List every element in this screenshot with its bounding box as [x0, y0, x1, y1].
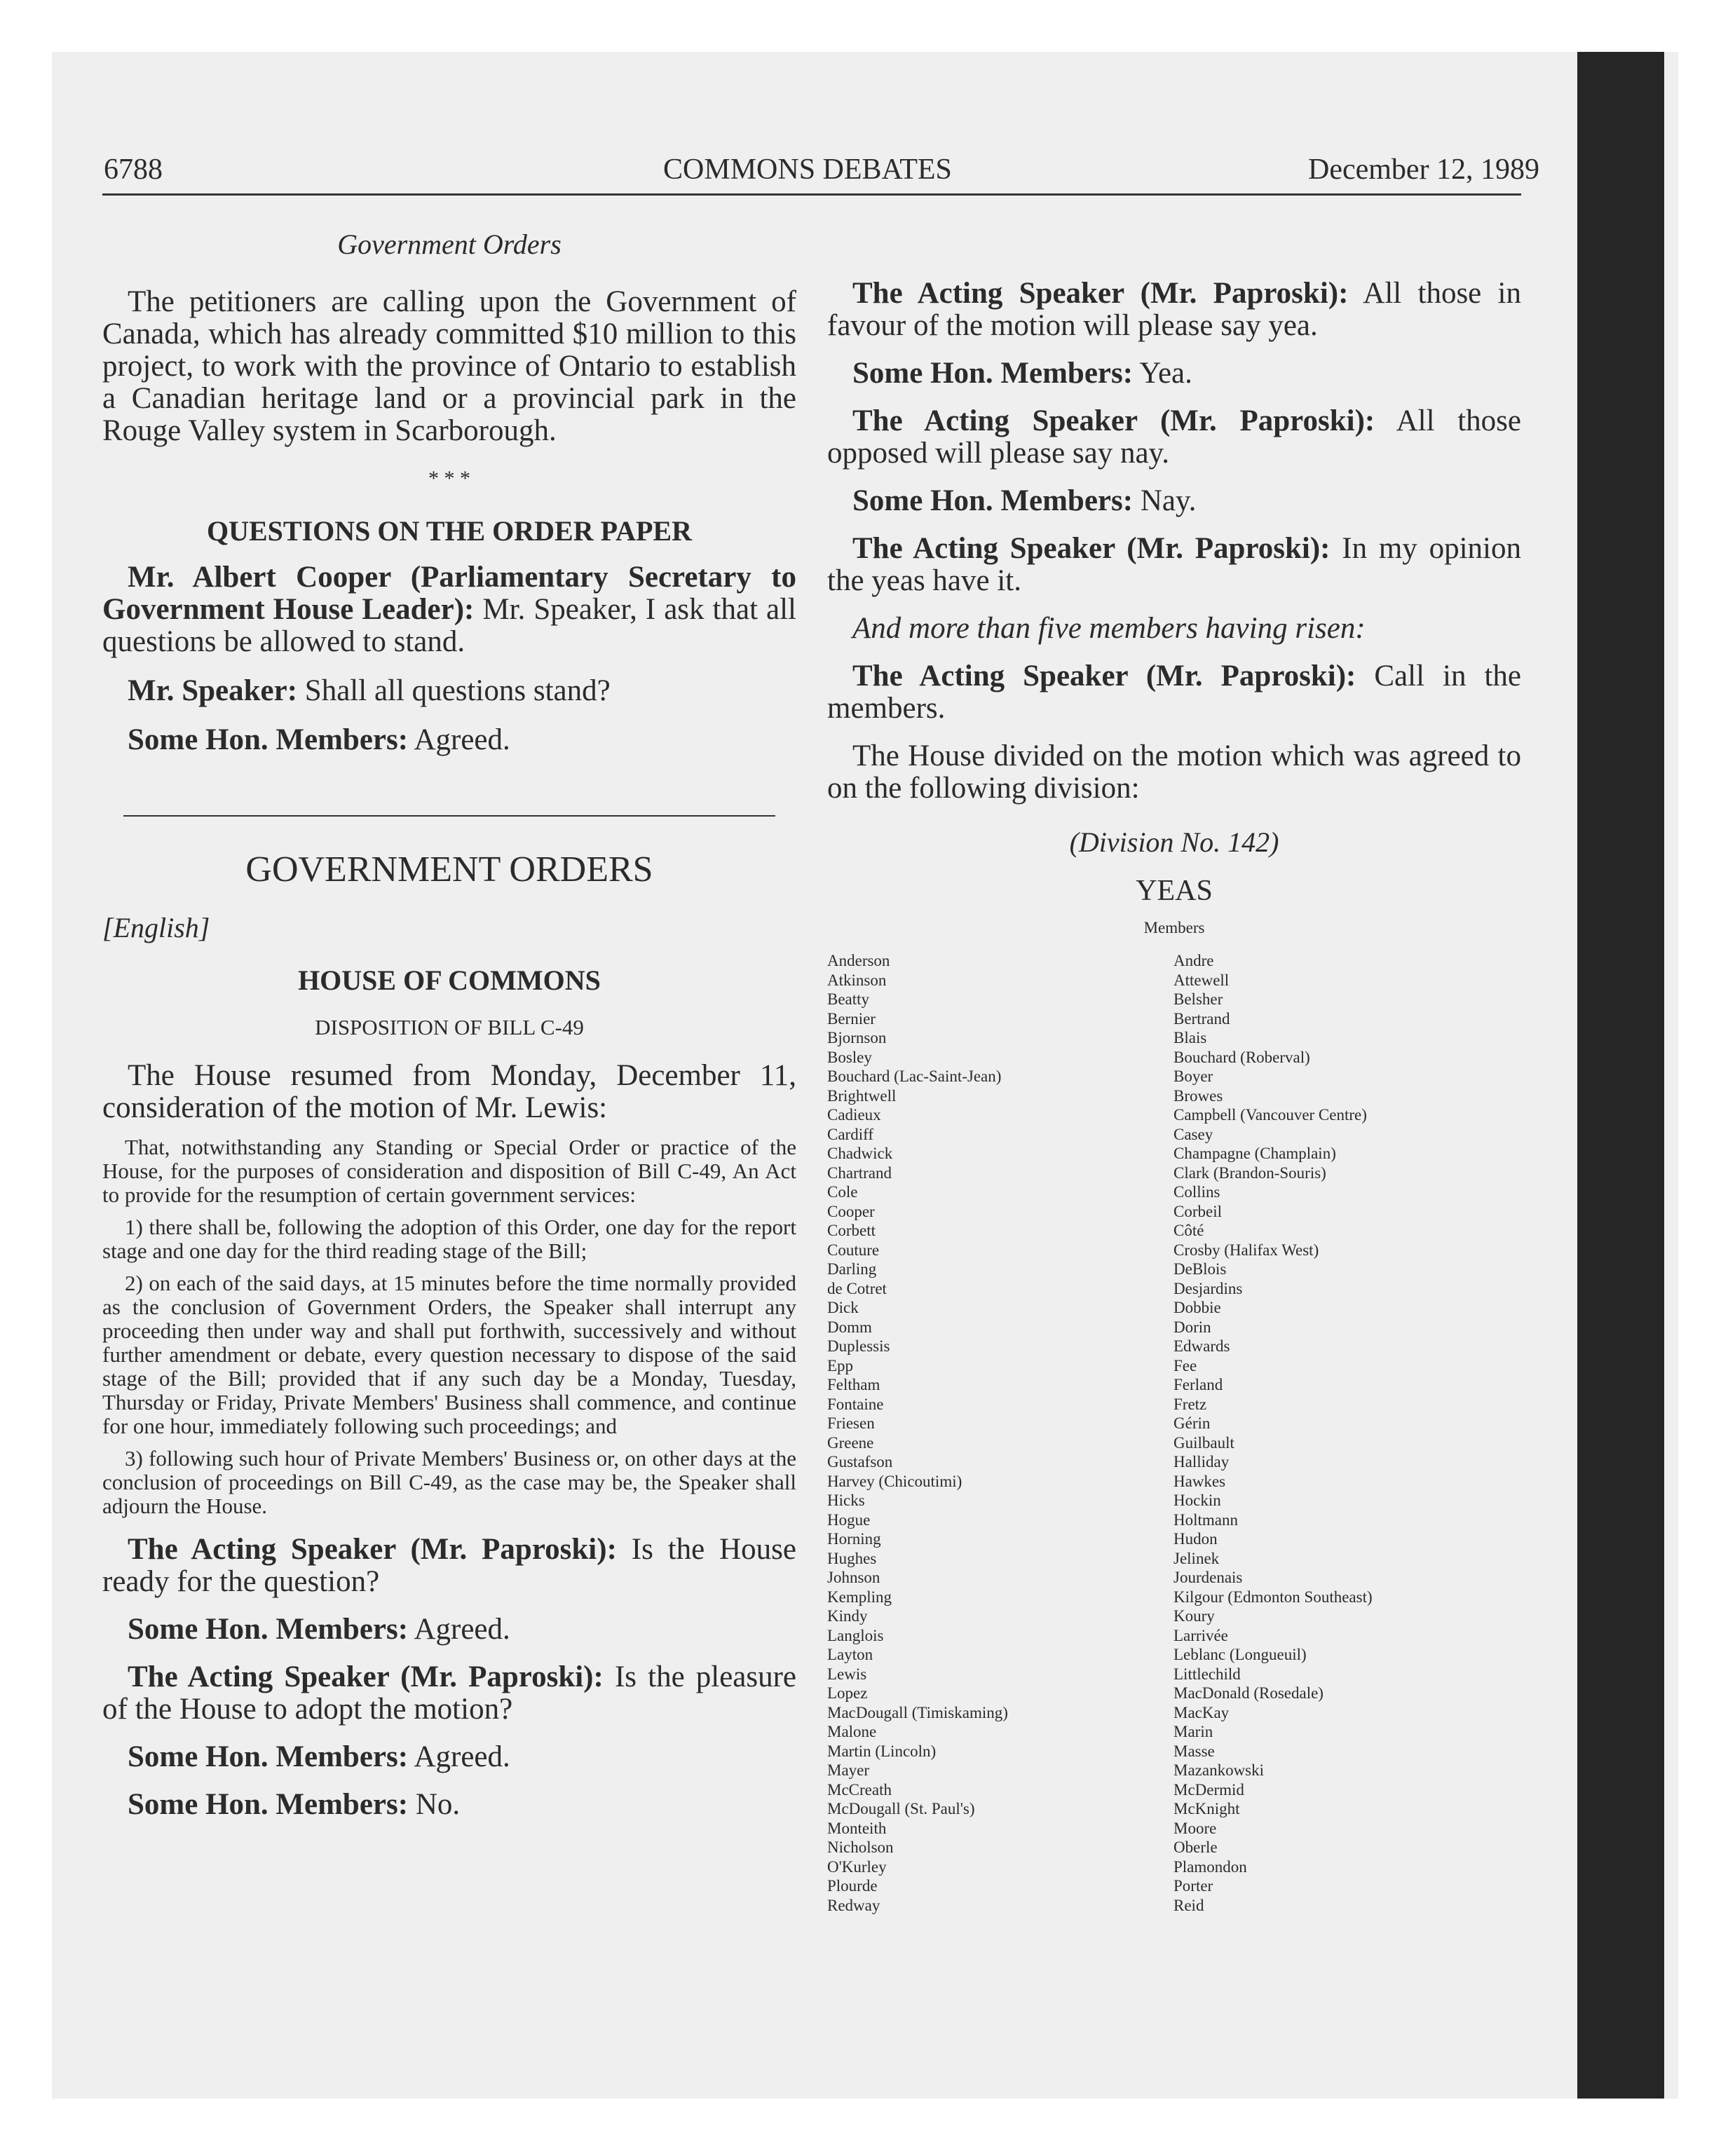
questions-heading: QUESTIONS ON THE ORDER PAPER	[207, 515, 692, 547]
acting-speaker-paragraph	[102, 1534, 796, 1598]
member-name: Cadieux	[827, 1106, 881, 1124]
member-name: Bertrand	[1173, 1009, 1230, 1028]
member-name: Malone	[827, 1723, 877, 1740]
member-name: Holtmann	[1173, 1510, 1238, 1529]
member-name: Chadwick	[827, 1145, 893, 1162]
speech-text: Mr. Speaker, I ask that all questions be allowed to stand.	[102, 593, 797, 658]
speech-text: In my opinion the yeas have it.	[827, 532, 1521, 597]
member-name: Belsher	[1173, 990, 1223, 1008]
member-name: Desjardins	[1173, 1279, 1243, 1297]
member-name: Redway	[827, 1896, 880, 1914]
member-name: Ferland	[1173, 1376, 1223, 1393]
member-name: Edwards	[1173, 1337, 1230, 1355]
member-name: Crosby (Halifax West)	[1173, 1241, 1319, 1259]
speaker-name: The Acting Speaker (Mr. Paproski):	[852, 660, 1356, 692]
section-divider	[123, 815, 775, 817]
member-name: Hawkes	[1173, 1472, 1226, 1490]
member-name: Browes	[1173, 1086, 1223, 1105]
member-name: DeBlois	[1173, 1260, 1227, 1278]
member-name: Dobbie	[1173, 1299, 1221, 1316]
member-name: Champagne (Champlain)	[1173, 1145, 1336, 1162]
member-name: Cole	[827, 1183, 858, 1201]
member-name: Larrivée	[1173, 1626, 1228, 1644]
member-name: Blais	[1173, 1029, 1207, 1046]
member-name: Fee	[1173, 1356, 1197, 1374]
speech-text: All those in favour of the motion will please say yea.	[827, 277, 1521, 342]
member-name: Bjornson	[827, 1029, 887, 1046]
acting-speaker-paragraph	[827, 533, 1521, 597]
speaker-name: Some Hon. Members:	[852, 484, 1134, 517]
government-orders-heading: GOVERNMENT ORDERS	[245, 850, 653, 889]
member-name: Oberle	[1173, 1838, 1218, 1856]
member-name: Nicholson	[827, 1838, 894, 1856]
member-name: Kilgour (Edmonton Southeast)	[1173, 1588, 1373, 1606]
speech-text: Agreed.	[414, 1613, 510, 1646]
quote-item-1: 1) there shall be, following the adoption of this Order, one day for the report stage and one day for the third reading stage of the Bill;	[102, 1215, 796, 1263]
member-name: Dick	[827, 1299, 859, 1316]
member-name: de Cotret	[827, 1279, 887, 1297]
member-name: Bosley	[827, 1048, 872, 1066]
acting-speaker-paragraph	[827, 405, 1521, 470]
resumed-paragraph: The House resumed from Monday, December 11, consideration of the motion of Mr. Lewis:	[102, 1059, 796, 1124]
publication-title: COMMONS DEBATES	[663, 153, 952, 186]
member-name: Greene	[827, 1433, 874, 1452]
member-name: McCreath	[827, 1780, 892, 1799]
member-name: Corbett	[827, 1222, 876, 1239]
speech-text: Nay.	[1140, 484, 1197, 517]
member-name: Marin	[1173, 1723, 1213, 1740]
speaker-name: Some Hon. Members:	[128, 723, 409, 756]
member-name: Plourde	[827, 1877, 878, 1895]
asterisks-separator: * * *	[428, 467, 470, 490]
speech-text: All those opposed will please say nay.	[827, 404, 1521, 470]
member-name: MacKay	[1173, 1703, 1230, 1721]
member-name: Bouchard (Roberval)	[1173, 1048, 1310, 1066]
speech-text: Agreed.	[414, 723, 510, 756]
member-name: Collins	[1173, 1183, 1220, 1201]
member-name: MacDougall (Timiskaming)	[827, 1703, 1008, 1721]
names-column-1	[827, 951, 1164, 1915]
speaker-name: Mr. Albert Cooper (Parliamentary Secretary to Government House Leader):	[102, 561, 796, 626]
member-name: Littlechild	[1173, 1665, 1241, 1683]
speech-text: No.	[415, 1788, 461, 1821]
speaker-name: The Acting Speaker (Mr. Paproski):	[852, 532, 1331, 565]
speaker-name: The Acting Speaker (Mr. Paproski):	[128, 1660, 604, 1693]
speech-text: Shall all questions stand?	[304, 674, 611, 707]
member-name: Hudon	[1173, 1530, 1218, 1548]
members-paragraph	[102, 1741, 796, 1773]
member-name: Kempling	[827, 1588, 892, 1606]
speaker-name: Mr. Speaker:	[128, 674, 298, 707]
member-name: Hughes	[827, 1549, 877, 1567]
member-name: Mazankowski	[1173, 1761, 1265, 1779]
member-name: Bouchard (Lac-Saint-Jean)	[827, 1067, 1002, 1085]
member-name: Feltham	[827, 1376, 880, 1393]
bill-heading: DISPOSITION OF BILL C-49	[315, 1015, 584, 1039]
member-name: Horning	[827, 1530, 881, 1548]
member-name: Beatty	[827, 990, 870, 1008]
member-name: Gérin	[1173, 1414, 1211, 1432]
house-heading: HOUSE OF COMMONS	[298, 964, 601, 996]
member-name: Reid	[1173, 1896, 1204, 1914]
member-name: Attewell	[1173, 971, 1230, 989]
left-column	[102, 228, 796, 1821]
petition-paragraph: The petitioners are calling upon the Government of Canada, which has already committed $10 million to this project, to work with the province of Ontario to establish a Canadian heritage land or a provincial park in the Rouge Valley system in Scarborough.	[102, 285, 796, 447]
member-name: Halliday	[1173, 1453, 1230, 1471]
member-name: Friesen	[827, 1414, 875, 1432]
quote-item-2: 2) on each of the said days, at 15 minutes before the time normally provided as the conclusion of Government Orders, the Speaker shall interrupt any proceeding then under way and shall put forthwith, successively and without further amendment or debate, every question necessary to dispose of the said stage of the Bill; provided that if any such day be a Monday, Tuesday, Thursday or Friday, Private Members' Business shall commence, and continue for one hour, immediately following such proceedings; and	[102, 1271, 796, 1438]
members-paragraph	[102, 724, 796, 756]
speaker-name: Some Hon. Members:	[128, 1788, 409, 1821]
member-name: Masse	[1173, 1742, 1215, 1760]
members-paragraph	[827, 357, 1521, 390]
member-name: Monteith	[827, 1819, 887, 1837]
member-name: Côté	[1173, 1222, 1204, 1239]
member-name: Anderson	[827, 952, 890, 969]
header-rule	[102, 193, 1521, 196]
divided-paragraph: The House divided on the motion which was agreed to on the following division:	[827, 739, 1521, 805]
member-name: Corbeil	[1173, 1202, 1222, 1220]
speaker-name: The Acting Speaker (Mr. Paproski):	[128, 1533, 617, 1566]
member-name: Layton	[827, 1646, 873, 1663]
member-name: Langlois	[827, 1626, 884, 1644]
speaker-name: The Acting Speaker (Mr. Paproski):	[852, 404, 1375, 437]
member-name: Boyer	[1173, 1067, 1213, 1085]
member-name: Leblanc (Longueuil)	[1173, 1646, 1307, 1663]
speech-text: Agreed.	[414, 1740, 510, 1773]
page-number: 6788	[104, 153, 163, 186]
speech-text: Call in the members.	[827, 660, 1521, 725]
member-name: Brightwell	[827, 1086, 897, 1105]
speech-text: Yea.	[1139, 357, 1192, 390]
member-name: Campbell (Vancouver Centre)	[1173, 1106, 1367, 1124]
member-name: Clark (Brandon-Souris)	[1173, 1164, 1326, 1182]
member-name: Chartrand	[827, 1164, 892, 1182]
acting-speaker-paragraph	[102, 1661, 796, 1726]
member-name: Fontaine	[827, 1395, 884, 1413]
speaker-name: Some Hon. Members:	[128, 1613, 409, 1646]
member-name: Moore	[1173, 1819, 1217, 1837]
member-name: Andre	[1173, 952, 1214, 969]
member-name: Darling	[827, 1260, 877, 1278]
risen-paragraph: And more than five members having risen:	[852, 612, 1366, 645]
member-name: Plamondon	[1173, 1857, 1247, 1876]
speaker-name: Some Hon. Members:	[128, 1740, 409, 1773]
members-paragraph	[102, 1789, 796, 1821]
yeas-heading: YEAS	[1136, 875, 1213, 907]
member-name: Guilbault	[1173, 1433, 1234, 1452]
member-name: Gustafson	[827, 1453, 893, 1471]
member-name: Bernier	[827, 1009, 876, 1028]
publication-date: December 12, 1989	[1308, 153, 1540, 186]
member-name: McDougall (St. Paul's)	[827, 1800, 975, 1817]
member-name: Martin (Lincoln)	[827, 1742, 937, 1760]
member-name: Jourdenais	[1173, 1569, 1243, 1586]
member-name: Duplessis	[827, 1337, 890, 1355]
member-name: Jelinek	[1173, 1549, 1220, 1567]
speaker-name: Some Hon. Members:	[852, 357, 1134, 390]
member-name: Epp	[827, 1356, 854, 1374]
member-name: Cooper	[827, 1202, 875, 1220]
speech-text: Is the pleasure of the House to adopt the motion?	[102, 1660, 797, 1726]
member-name: MacDonald (Rosedale)	[1173, 1684, 1324, 1702]
speaker-paragraph	[102, 675, 796, 707]
division-label: (Division No. 142)	[1069, 826, 1279, 858]
acting-speaker-paragraph	[827, 278, 1521, 342]
member-name: Hogue	[827, 1510, 871, 1529]
member-name: Hockin	[1173, 1492, 1221, 1509]
right-column	[827, 278, 1521, 1932]
member-name: Porter	[1173, 1877, 1213, 1895]
members-paragraph	[827, 485, 1521, 517]
member-name: Lewis	[827, 1665, 867, 1683]
running-head: Government Orders	[337, 228, 562, 260]
motion-quote	[102, 1135, 796, 1518]
member-name: Fretz	[1173, 1395, 1207, 1413]
members-label: Members	[1143, 919, 1205, 936]
speaker-name: The Acting Speaker (Mr. Paproski):	[852, 277, 1349, 310]
member-name: O'Kurley	[827, 1857, 887, 1876]
member-name: Casey	[1173, 1125, 1213, 1143]
members-paragraph	[102, 1613, 796, 1646]
division-names	[827, 951, 1521, 1932]
member-name: Koury	[1173, 1607, 1215, 1625]
member-name: Lopez	[827, 1684, 868, 1702]
scan-edge-bar	[1577, 52, 1664, 2099]
member-name: Atkinson	[827, 971, 887, 989]
language-tag: [English]	[102, 912, 210, 943]
member-name: Mayer	[827, 1761, 870, 1779]
cooper-paragraph	[102, 561, 796, 658]
speech-text: Is the House ready for the question?	[102, 1533, 796, 1598]
member-name: Kindy	[827, 1607, 868, 1625]
member-name: Harvey (Chicoutimi)	[827, 1472, 962, 1490]
member-name: Hicks	[827, 1492, 865, 1509]
quote-main: That, notwithstanding any Standing or Special Order or practice of the House, for the purposes of consideration and disposition of Bill C-49, An Act to provide for the resumption of certain government services:	[102, 1135, 796, 1207]
names-column-2	[1173, 951, 1517, 1915]
member-name: McDermid	[1173, 1780, 1244, 1799]
member-name: Johnson	[827, 1569, 880, 1586]
member-name: Dorin	[1173, 1318, 1211, 1336]
quote-item-3: 3) following such hour of Private Members' Business or, on other days at the conclusion of proceedings on Bill C-49, as the case may be, the Speaker shall adjourn the House.	[102, 1446, 796, 1518]
member-name: Domm	[827, 1318, 872, 1336]
member-name: Couture	[827, 1241, 880, 1259]
member-name: Cardiff	[827, 1125, 874, 1143]
acting-speaker-paragraph	[827, 660, 1521, 725]
member-name: McKnight	[1173, 1800, 1240, 1817]
